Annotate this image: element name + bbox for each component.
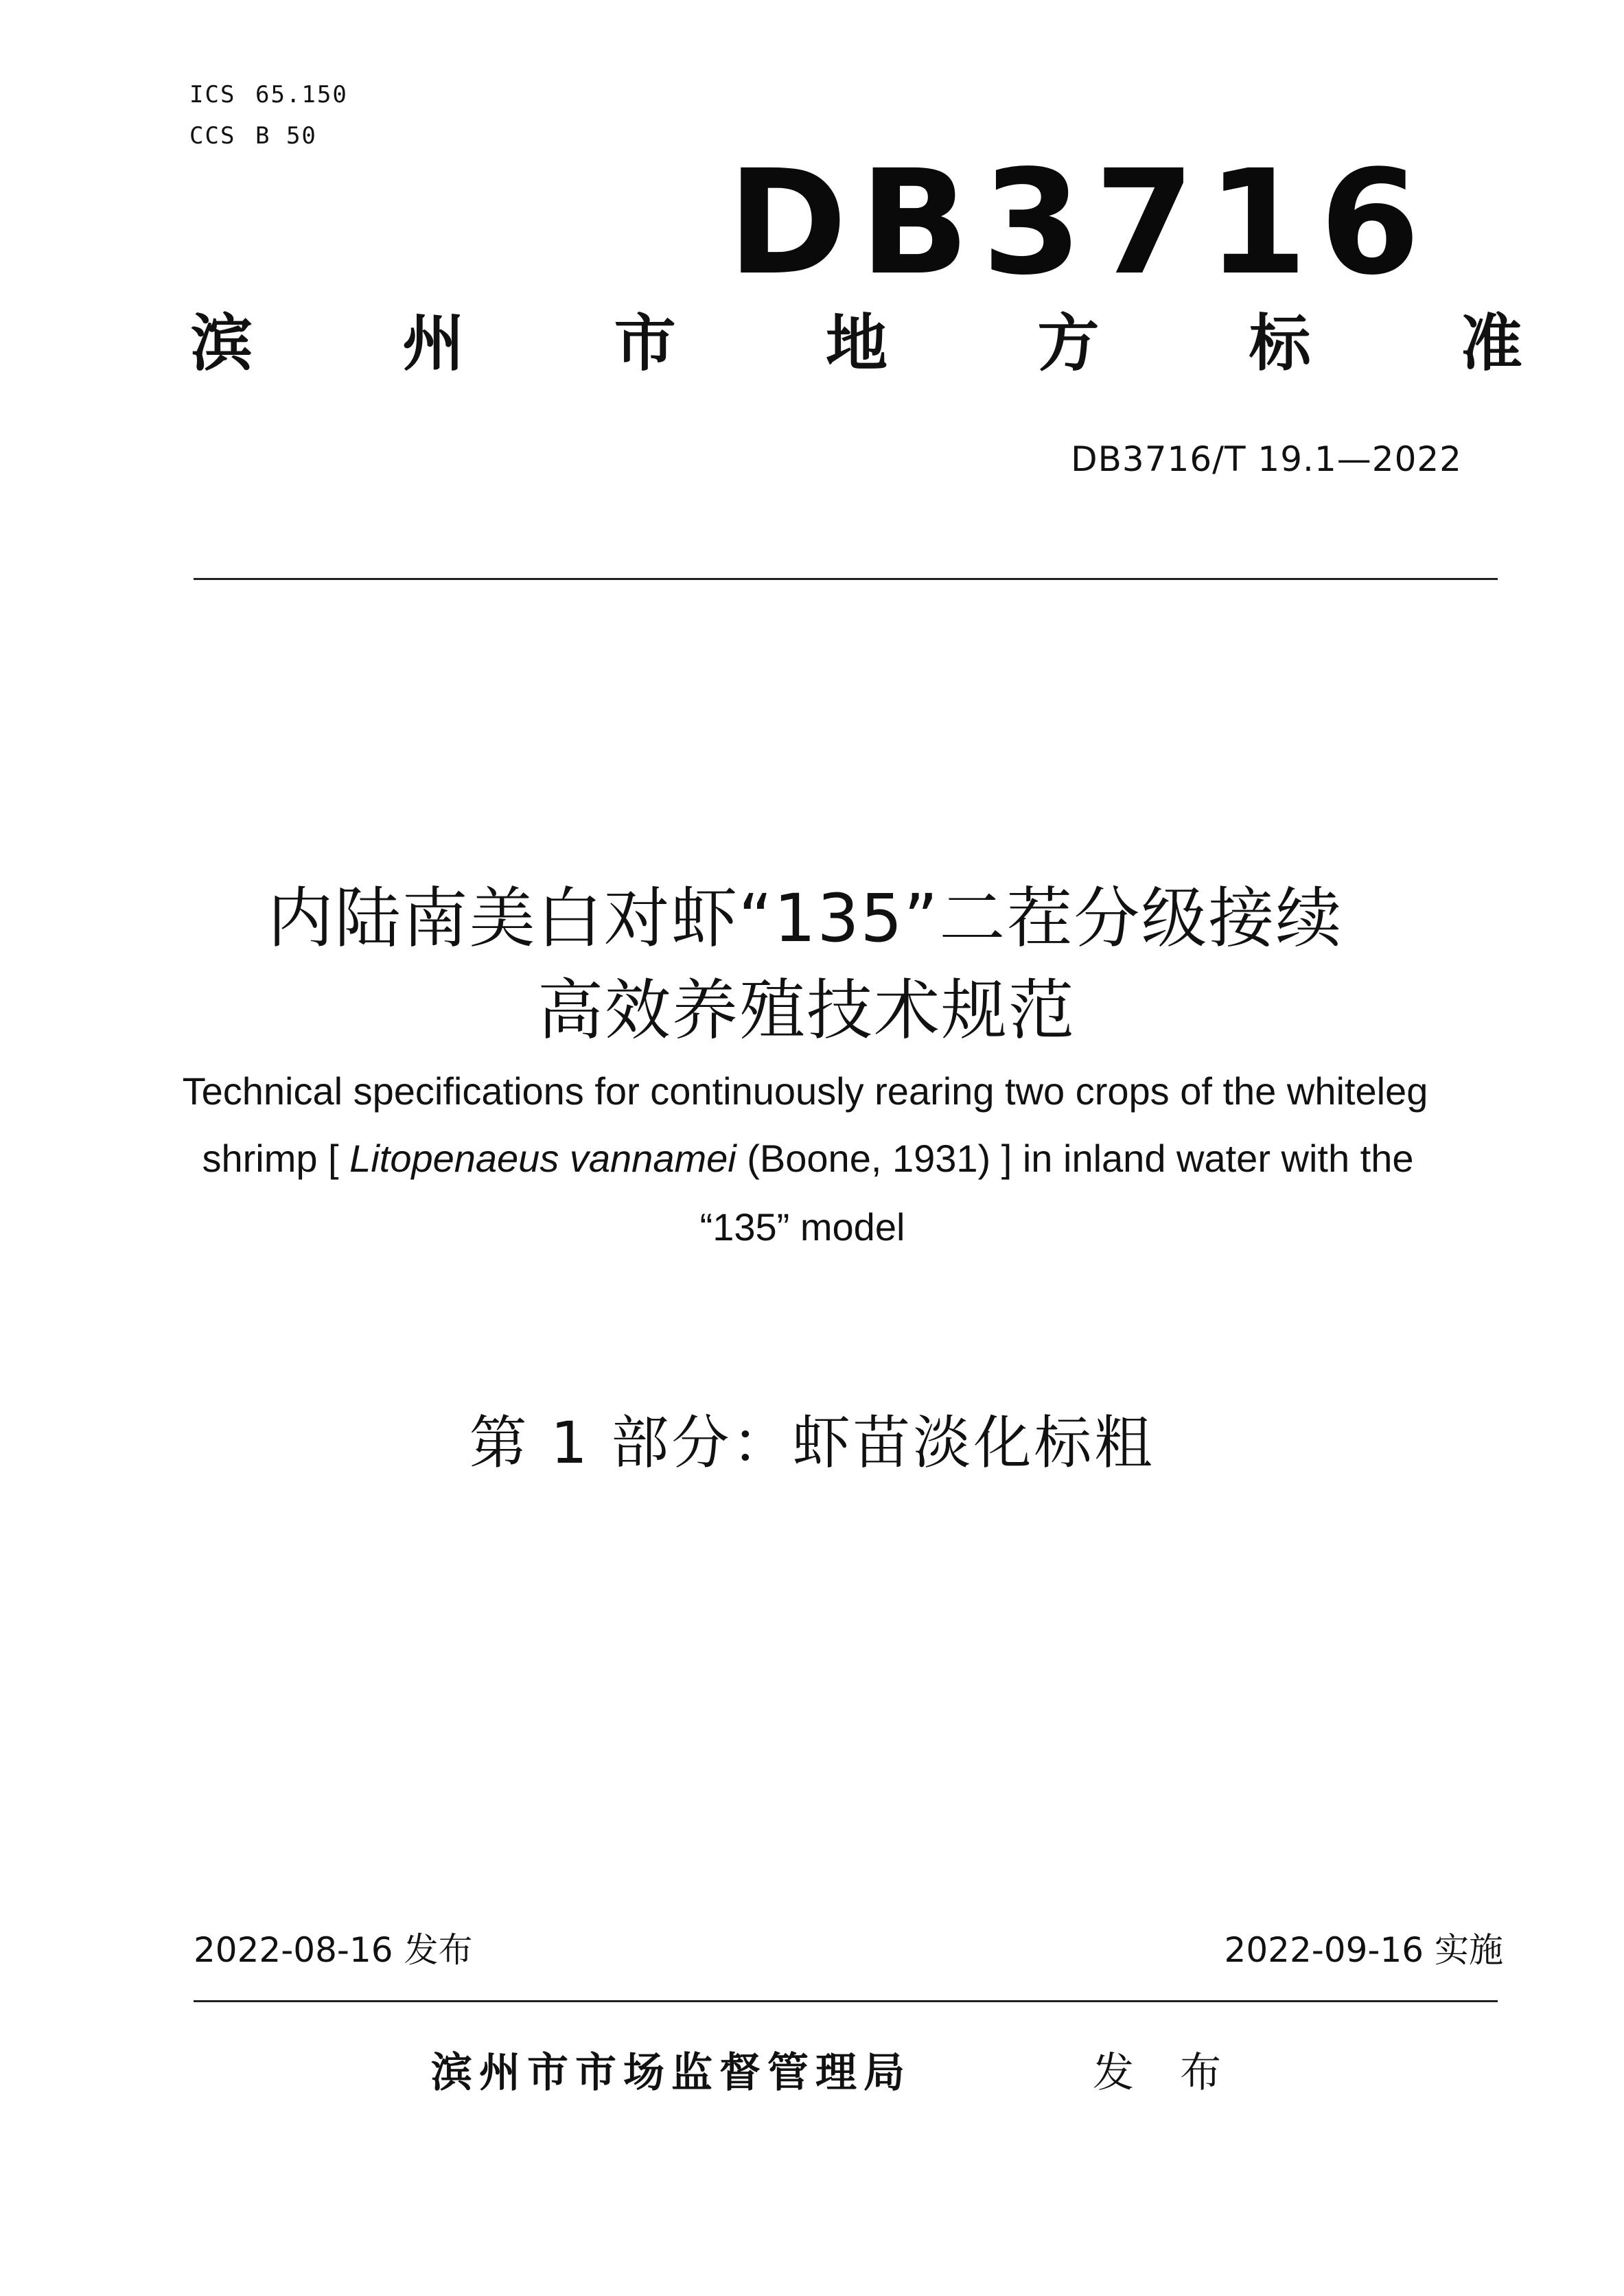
standard-type-char: 市 [614,308,676,380]
title-en-suffix: (Boone, 1931) ] in inland water with the [736,1137,1414,1180]
db-code-heading: DB3716 [728,139,1432,307]
ics-code [189,81,348,108]
title-cn-line-1: 内陆南美白对虾“135”二茬分级接续 [267,880,1343,957]
standard-type-heading [191,308,1522,380]
ccs-value: B 50 [255,122,317,150]
header-divider [194,578,1498,580]
species-name: Litopenaeus vannamei [349,1137,736,1180]
standard-type-char: 滨 [191,308,253,380]
footer-divider [194,2000,1498,2002]
issue-date: 2022-08-16 发布 [194,1930,473,1970]
standard-type-char: 地 [825,308,888,380]
issue-verb: 发 布 [1093,2049,1238,2097]
title-cn-line-2: 高效养殖技术规范 [537,972,1076,1049]
standard-type-char: 州 [402,308,465,380]
ccs-label: CCS [189,122,236,150]
title-en-prefix: shrimp [ [202,1137,350,1180]
title-en-line-3: “135” model [699,1205,905,1249]
title-en-line-2 [0,1139,1620,1178]
ccs-code [189,122,317,150]
standard-type-char: 方 [1037,308,1100,380]
standard-type-char: 标 [1249,308,1311,380]
title-en-line-1: Technical specifications for continuously rearing two crops of the whiteleg [182,1069,1428,1113]
ics-label: ICS [189,81,236,108]
implementation-date: 2022-09-16 实施 [1224,1930,1503,1970]
part-title: 第 1 部分：虾苗淡化标粗 [469,1409,1155,1476]
standard-type-char: 准 [1460,308,1522,380]
standard-number: DB3716/T 19.1—2022 [1071,439,1462,479]
ics-value: 65.150 [255,81,348,108]
issuing-authority: 滨州市市场监督管理局 [431,2049,912,2097]
